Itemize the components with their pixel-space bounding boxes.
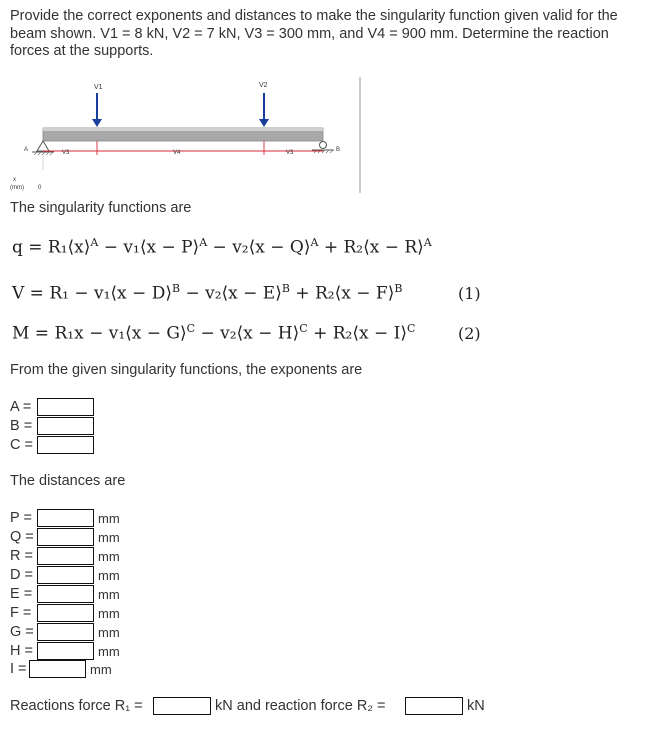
- distance-e-label: E =: [10, 586, 33, 602]
- distance-q-label: Q =: [10, 529, 34, 545]
- distance-r-label: R =: [10, 548, 33, 564]
- distance-g-unit: mm: [98, 625, 120, 640]
- distance-i-input[interactable]: [29, 660, 86, 678]
- distance-f-label: F =: [10, 605, 32, 621]
- load-arrow-2-head: [259, 119, 269, 127]
- exponent-b-input[interactable]: [37, 417, 94, 435]
- distance-f-input[interactable]: [37, 604, 94, 622]
- distance-i-label: I =: [10, 661, 27, 677]
- dim-label-right: V3: [286, 150, 294, 156]
- exponent-a-input[interactable]: [37, 398, 94, 416]
- eq-q-exp-2: A: [199, 236, 208, 249]
- distance-d-input[interactable]: [37, 566, 94, 584]
- distance-p-label: P =: [10, 510, 32, 526]
- eq-v-exp-2: B: [281, 282, 290, 295]
- eq-v-part-1: V = R₁: [12, 283, 69, 304]
- exponent-c-input[interactable]: [37, 436, 94, 454]
- reaction-unit: kN: [467, 698, 485, 714]
- eq-v-part-2: − v₁⟨x − D⟩: [74, 283, 172, 304]
- distance-p-unit: mm: [98, 511, 120, 526]
- eq-q-exp-4: A: [423, 236, 432, 249]
- distance-h-label: H =: [10, 643, 33, 659]
- eq-v-part-3: − v₂⟨x − E⟩: [185, 283, 282, 304]
- beam-diagram-svg: [10, 75, 362, 195]
- axis-origin: 0: [38, 185, 42, 191]
- distance-p-input[interactable]: [37, 509, 94, 527]
- distance-r-unit: mm: [98, 549, 120, 564]
- reaction-r2-label: kN and reaction force R₂ =: [215, 698, 386, 714]
- eq-m-exp-2: C: [299, 322, 308, 335]
- eq-v-exp-3: B: [394, 282, 403, 295]
- beam-highlight: [43, 128, 323, 131]
- support-label-b: B: [336, 147, 341, 153]
- distance-e-unit: mm: [98, 587, 120, 602]
- eq-q-part-2: − v₁⟨x − P⟩: [103, 237, 200, 258]
- problem-statement: Provide the correct exponents and distances to make the singularity function given valid for the beam shown. V1 = 8 kN, V2 = 7 kN, V3 = 300 mm, and V4 = 900 mm. Determine the reaction forces at the supports.: [10, 8, 618, 59]
- exponent-c-label: C =: [10, 437, 33, 453]
- exponent-b-label: B =: [10, 418, 33, 434]
- support-label-a: A: [24, 147, 29, 153]
- eq-q-part-4: + R₂⟨x − R⟩: [323, 237, 424, 258]
- load-label-2: V2: [259, 82, 268, 89]
- eq-m-part-2: − v₁⟨x − G⟩: [89, 323, 187, 344]
- dimension-lines: [43, 141, 323, 155]
- exponent-a-label: A =: [10, 399, 32, 415]
- distance-d-label: D =: [10, 567, 33, 583]
- equation-number-2: (2): [458, 324, 481, 343]
- reaction-r2-input[interactable]: [405, 697, 463, 715]
- eq-v-part-4: + R₂⟨x − F⟩: [295, 283, 395, 304]
- distance-g-input[interactable]: [37, 623, 94, 641]
- distance-q-unit: mm: [98, 530, 120, 545]
- beam-figure: [10, 75, 362, 195]
- axis-label-x: x: [13, 177, 16, 183]
- eq-m-part-1: M = R₁x: [12, 323, 84, 344]
- exponents-intro: From the given singularity functions, the exponents are: [10, 362, 363, 378]
- eq-q-part-3: − v₂⟨x − Q⟩: [212, 237, 311, 258]
- load-arrow-1-head: [92, 119, 102, 127]
- eq-q-part-1: q = R₁⟨x⟩: [12, 237, 91, 258]
- dim-label-mid: V4: [173, 150, 181, 156]
- distance-q-input[interactable]: [37, 528, 94, 546]
- distances-intro: The distances are: [10, 473, 126, 489]
- eq-v-exp-1: B: [171, 282, 181, 295]
- distance-f-unit: mm: [98, 606, 120, 621]
- equation-v: [12, 282, 402, 304]
- axis-label-unit: (mm): [10, 185, 24, 191]
- distance-r-input[interactable]: [37, 547, 94, 565]
- equation-number-1: (1): [458, 284, 481, 303]
- reaction-r1-label: Reactions force R₁ =: [10, 698, 143, 714]
- singularity-intro: The singularity functions are: [10, 200, 192, 216]
- eq-q-exp-1: A: [90, 236, 99, 249]
- eq-m-exp-1: C: [186, 322, 196, 335]
- eq-m-part-3: − v₂⟨x − H⟩: [200, 323, 300, 344]
- dim-label-left: V3: [62, 150, 70, 156]
- distance-e-input[interactable]: [37, 585, 94, 603]
- support-a: [37, 141, 49, 151]
- equation-q: [12, 236, 432, 258]
- distance-d-unit: mm: [98, 568, 120, 583]
- eq-m-exp-3: C: [406, 322, 416, 335]
- reaction-r1-input[interactable]: [153, 697, 211, 715]
- distance-i-unit: mm: [90, 662, 112, 677]
- eq-q-exp-3: A: [310, 236, 319, 249]
- support-b-roller: [320, 142, 327, 149]
- equation-m: [12, 322, 415, 344]
- distance-g-label: G =: [10, 624, 34, 640]
- load-label-1: V1: [94, 84, 103, 91]
- distance-h-input[interactable]: [37, 642, 94, 660]
- eq-m-part-4: + R₂⟨x − I⟩: [313, 323, 407, 344]
- distance-h-unit: mm: [98, 644, 120, 659]
